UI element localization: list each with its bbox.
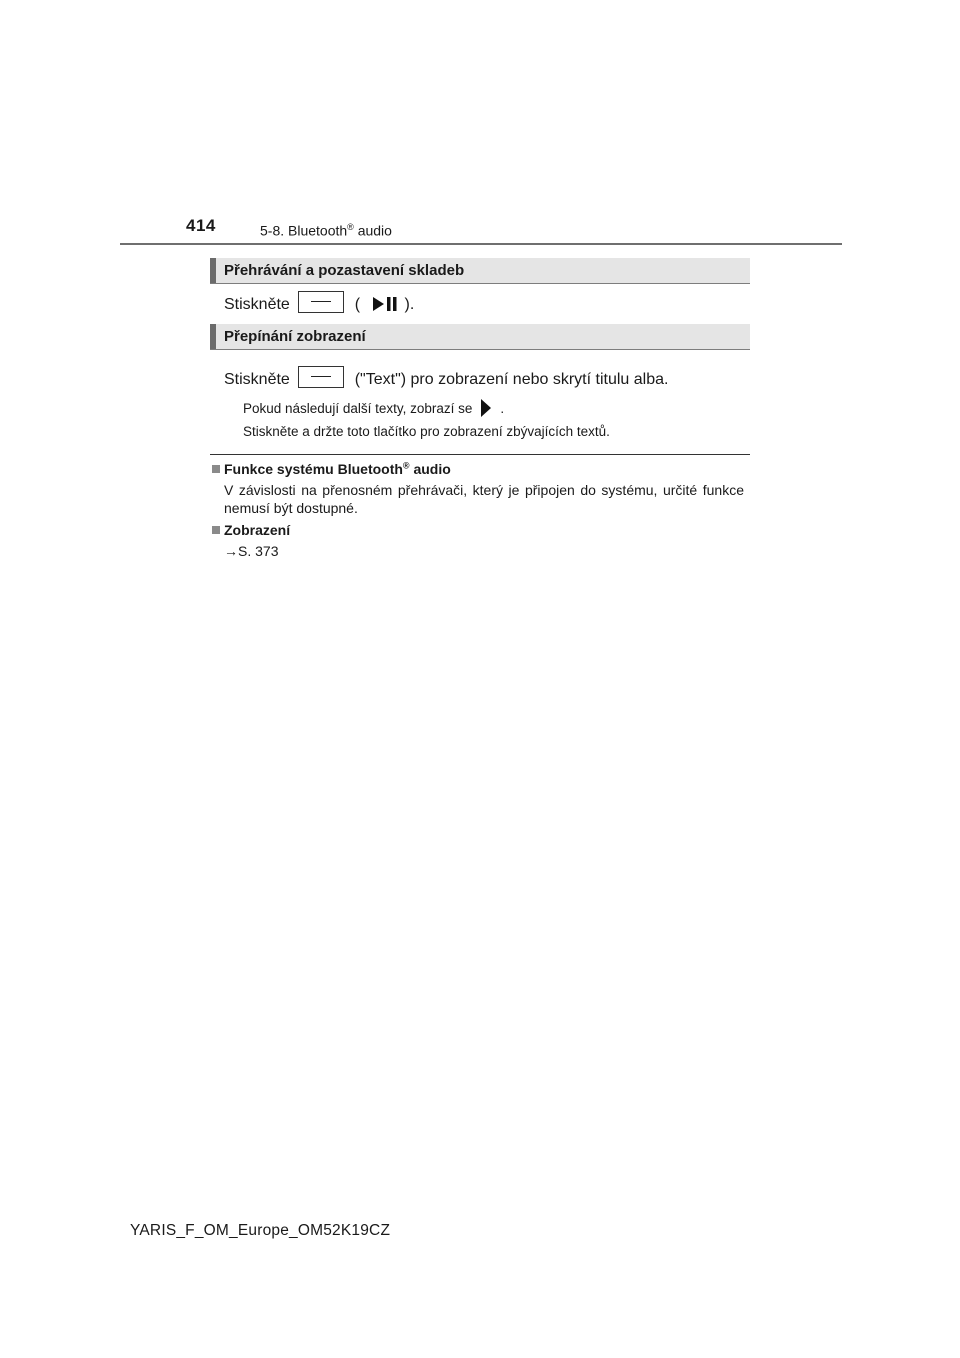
page-reference bbox=[224, 543, 278, 559]
info-heading-text: Zobrazení bbox=[224, 522, 291, 538]
section-heading-playback bbox=[210, 258, 750, 284]
section-heading-text: Přehrávání a pozastavení skladeb bbox=[224, 262, 465, 279]
header-rule bbox=[120, 243, 842, 245]
square-bullet-icon bbox=[212, 465, 220, 473]
button-symbol bbox=[298, 366, 344, 388]
section-title-prefix: 5-8. Bluetooth bbox=[260, 222, 348, 239]
info-body-bluetooth: V závislosti na přenosném přehrávači, který je připojen do systému, určité funkce nemusí být dostupné. bbox=[224, 482, 744, 516]
instruction-text: ("Text") pro zobrazení nebo skrytí titulu alba. bbox=[354, 371, 669, 388]
footer-document-id: YARIS_F_OM_Europe_OM52K19CZ bbox=[130, 1222, 391, 1239]
info-heading-prefix: Funkce systému Bluetooth bbox=[224, 460, 403, 477]
info-heading-text bbox=[224, 461, 451, 477]
instruction-text: Stiskněte bbox=[224, 296, 290, 313]
square-bullet-icon bbox=[212, 526, 220, 534]
note-text: . bbox=[500, 401, 505, 416]
play-pause-icon bbox=[371, 296, 399, 312]
button-symbol bbox=[298, 291, 344, 313]
note-more-texts bbox=[243, 398, 504, 418]
instruction-playback bbox=[224, 291, 414, 314]
note-hold-button: Stiskněte a držte toto tlačítko pro zobrazení zbývajících textů. bbox=[243, 424, 610, 439]
section-title-suffix: audio bbox=[353, 222, 392, 239]
instruction-text: ). bbox=[404, 296, 415, 313]
registered-mark: ® bbox=[402, 460, 410, 470]
instruction-text: ( bbox=[350, 296, 361, 313]
info-heading-display bbox=[212, 522, 290, 538]
section-heading-text: Přepínání zobrazení bbox=[224, 328, 366, 345]
arrow-icon: → bbox=[224, 543, 238, 559]
info-heading-suffix: audio bbox=[409, 460, 451, 477]
section-title bbox=[260, 222, 392, 239]
info-heading-bluetooth bbox=[212, 460, 451, 477]
page-reference-link[interactable]: S. 373 bbox=[238, 543, 279, 559]
divider bbox=[210, 454, 750, 455]
right-triangle-icon bbox=[480, 398, 492, 418]
instruction-display bbox=[224, 366, 668, 389]
page-number: 414 bbox=[186, 216, 216, 235]
registered-mark: ® bbox=[347, 222, 354, 232]
note-text: Pokud následují další texty, zobrazí se bbox=[243, 401, 473, 416]
instruction-text: Stiskněte bbox=[224, 371, 290, 388]
section-heading-display bbox=[210, 324, 750, 350]
